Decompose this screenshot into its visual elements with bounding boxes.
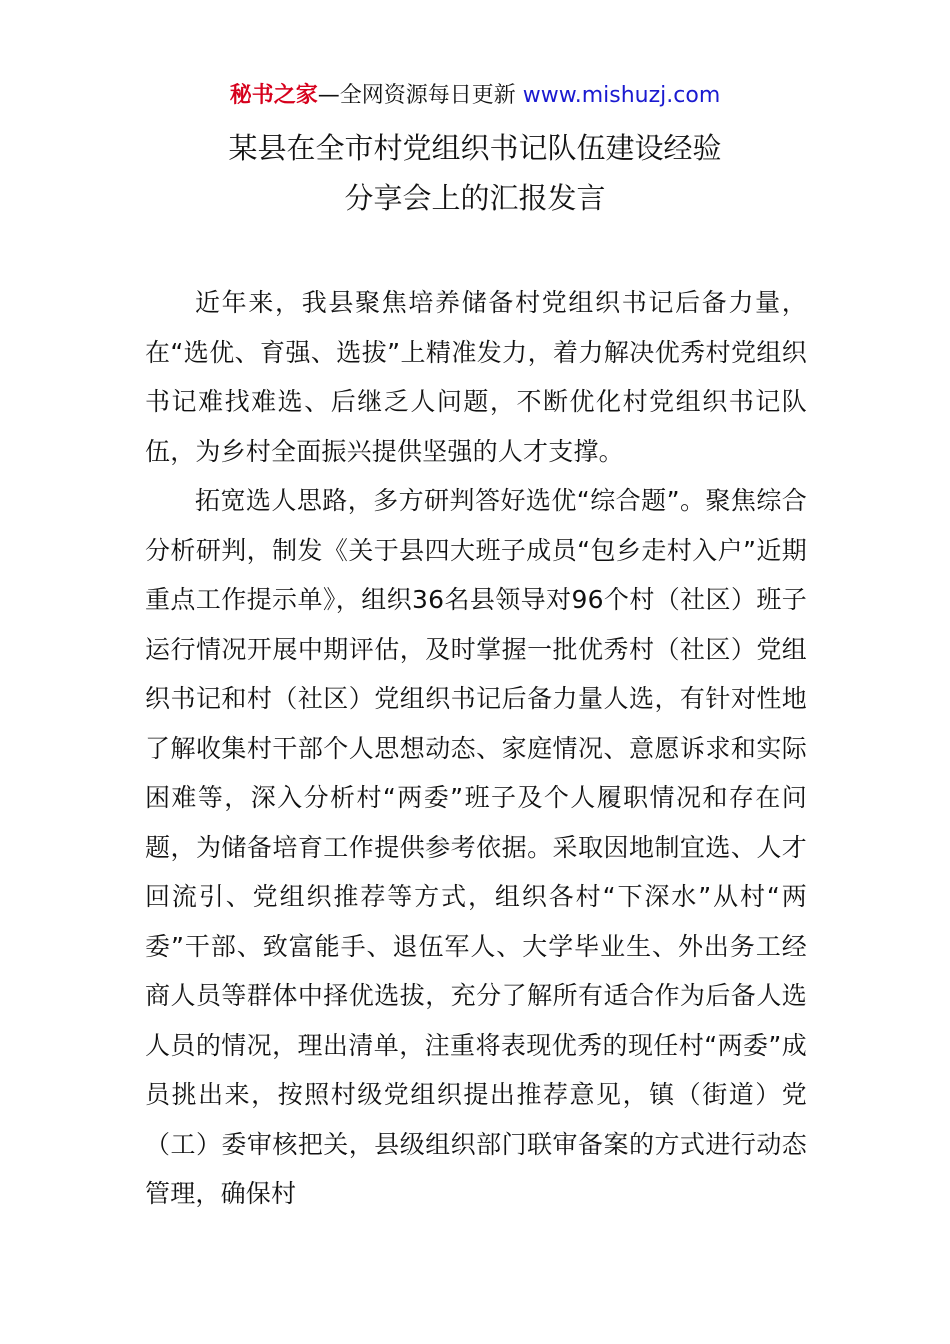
document-title-line-2: 分享会上的汇报发言 (344, 181, 606, 215)
paragraph-intro: 近年来，我县聚焦培养储备村党组织书记后备力量，在“选优、育强、选拔”上精准发力，着力解决优秀村党组织书记难找难选、后继乏人问题，不断优化村党组织书记队伍，为乡村全面振兴提供坚强的人才支撑。 (145, 288, 807, 466)
site-url-link[interactable]: www.mishuzj.com (522, 83, 721, 108)
document-title-line-1: 某县在全市村党组织书记队伍建设经验 (228, 131, 722, 165)
document-body (145, 278, 807, 1219)
paragraph-select-talent: 拓宽选人思路，多方研判答好选优“综合题”。聚焦综合分析研判，制发《关于县四大班子成员“包乡走村入户”近期重点工作提示单》，组织36名县领导对96个村（社区）班子运行情况开展中期评估，及时掌握一批优秀村（社区）党组织书记和村（社区）党组织书记后备力量人选，有针对性地了解收集村干部个人思想动态、家庭情况、意愿诉求和实际困难等，深入分析村“两委”班子及个人履职情况和存在问题，为储备培育工作提供参考依据。采取因地制宜选、人才回流引、党组织推荐等方式，组织各村“下深水”从村“两委”干部、致富能手、退伍军人、大学毕业生、外出务工经商人员等群体中择优选拔，充分了解所有适合作为后备人选人员的情况，理出清单，注重将表现优秀的现任村“两委”成员挑出来，按照村级党组织提出推荐意见，镇（街道）党（工）委审核把关，县级组织部门联审备案的方式进行动态管理，确保村 (145, 486, 807, 1208)
brand-name: 秘书之家 (229, 83, 318, 108)
site-header (0, 80, 950, 112)
site-tagline: —全网资源每日更新 (317, 83, 523, 108)
